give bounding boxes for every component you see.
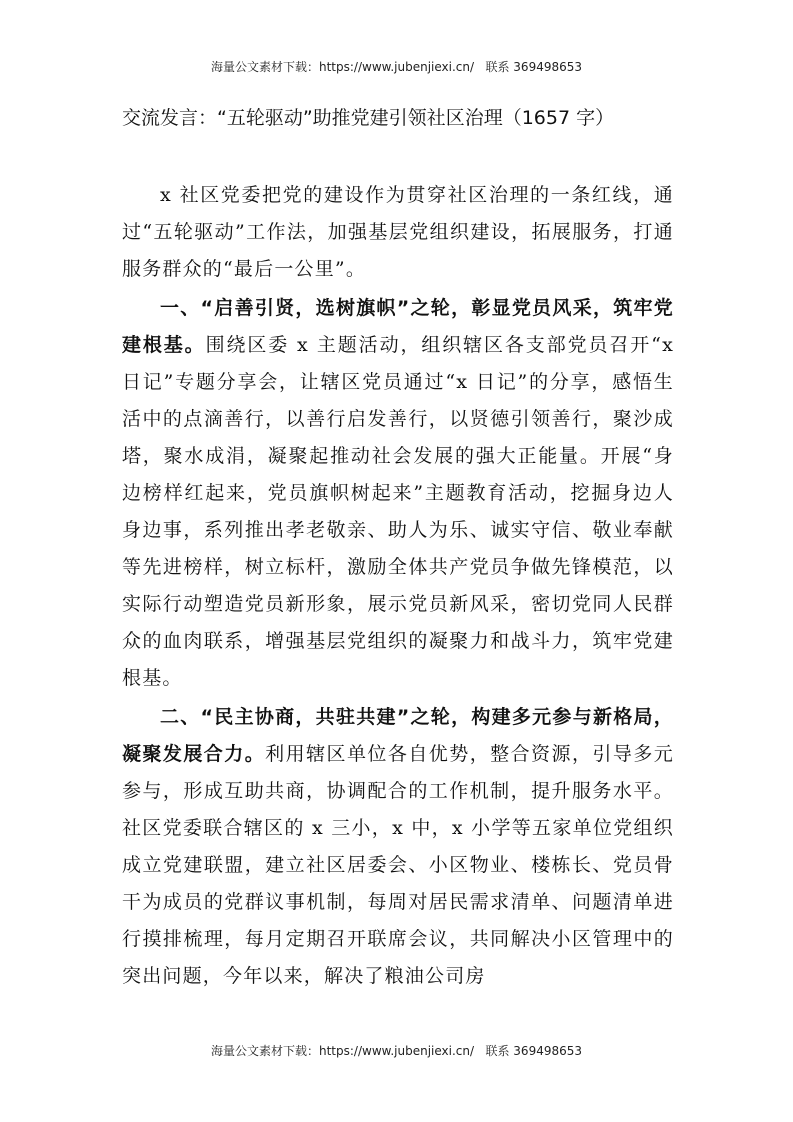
section-heading-2: 二、“民主协商，共驻共建”之轮，构建多元参与新格局，凝聚发展合力。	[122, 706, 674, 765]
section-text-1: 围绕区委 x 主题活动，组织辖区各支部党员召开“x 日记”专题分享会，让辖区党员通过“x 日记”的分享，感悟生活中的点滴善行，以善行启发善行，以贤德引领善行，聚沙成塔，聚水成涓，凝聚起推动社会发展的强大正能量。开展“身边榜样红起来，党员旗帜树起来”主题教育活动，挖掘身边人身边事，系列推出孝老敬亲、助人为乐、诚实守信、敬业奉献等先进榜样，树立标杆，激励全体共产党员争做先锋模范，以实际行动塑造党员新形象，展示党员新风采，密切党同人民群众的血肉联系，增强基层党组织的凝聚力和战斗力，筑牢党建根基。	[122, 334, 674, 689]
section-heading-1: 一、“启善引贤，选树旗帜”之轮，彰显党员风采，筑牢党建根基。	[122, 297, 674, 356]
document-title: 交流发言：“五轮驱动”助推党建引领社区治理（1657 字）	[122, 107, 615, 129]
document-body	[122, 177, 674, 995]
section-paragraph-1	[122, 290, 674, 697]
section-paragraph-2	[122, 699, 674, 995]
page-header: 海量公文素材下载：https://www.jubenjiexi.cn/ 联系 369498653	[210, 60, 583, 74]
page-footer: 海量公文素材下载：https://www.jubenjiexi.cn/ 联系 369498653	[210, 1044, 583, 1058]
intro-paragraph: x 社区党委把党的建设作为贯穿社区治理的一条红线，通过“五轮驱动”工作法，加强基层党组织建设，拓展服务，打通服务群众的“最后一公里”。	[122, 184, 674, 280]
section-text-2: 利用辖区单位各自优势，整合资源，引导多元参与，形成互助共商，协调配合的工作机制，提升服务水平。社区党委联合辖区的 x 三小，x 中，x 小学等五家单位党组织成立党建联盟，建立社区居委会、小区物业、楼栋长、党员骨干为成员的党群议事机制，每周对居民需求清单、问题清单进行摸排梳理，每月定期召开联席会议，共同解决小区管理中的突出问题，今年以来，解决了粮油公司房	[122, 743, 674, 987]
